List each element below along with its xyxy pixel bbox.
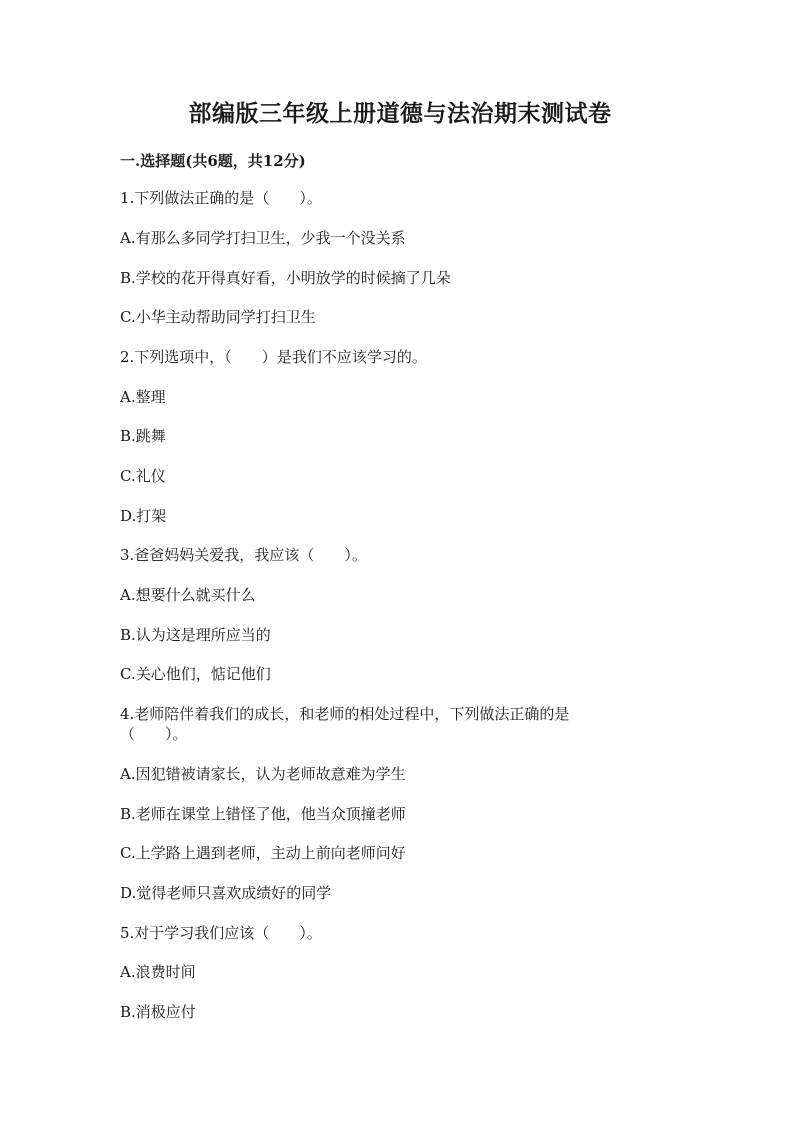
question-2-option-a: A.整理 (120, 388, 166, 406)
question-2-option-b: B.跳舞 (120, 427, 166, 445)
question-4-option-b: B.老师在课堂上错怪了他，他当众顶撞老师 (120, 805, 406, 823)
question-5-stem: 5.对于学习我们应该（ ）。 (120, 924, 322, 942)
question-2-option-c: C.礼仪 (120, 467, 166, 485)
question-1-option-a: A.有那么多同学打扫卫生，少我一个没关系 (120, 229, 406, 247)
page-title: 部编版三年级上册道德与法治期末测试卷 (188, 100, 612, 127)
question-4-option-a: A.因犯错被请家长，认为老师故意难为学生 (120, 765, 406, 783)
question-4-option-c: C.上学路上遇到老师，主动上前向老师问好 (120, 844, 406, 862)
question-1-stem: 1.下列做法正确的是（ ）。 (120, 189, 322, 207)
question-3-option-a: A.想要什么就买什么 (120, 586, 256, 604)
question-3-option-c: C.关心他们，惦记他们 (120, 665, 271, 683)
question-2-stem: 2.下列选项中，（ ）是我们不应该学习的。 (120, 348, 427, 366)
question-5-option-a: A.浪费时间 (120, 963, 196, 981)
question-4-stem-line2: （ ）。 (120, 725, 188, 743)
question-1-option-b: B.学校的花开得真好看，小明放学的时候摘了几朵 (120, 269, 451, 287)
question-4-option-d: D.觉得老师只喜欢成绩好的同学 (120, 884, 332, 902)
question-2-option-d: D.打架 (120, 507, 167, 525)
question-1-option-c: C.小华主动帮助同学打扫卫生 (120, 308, 316, 326)
question-3-stem: 3.爸爸妈妈关爱我，我应该（ ）。 (120, 546, 367, 564)
question-5-option-b: B.消极应付 (120, 1003, 196, 1021)
section-heading: 一.选择题(共6题，共12分) (120, 152, 306, 170)
question-4-stem-line1: 4.老师陪伴着我们的成长，和老师的相处过程中，下列做法正确的是 (120, 705, 570, 723)
question-3-option-b: B.认为这是理所应当的 (120, 626, 271, 644)
